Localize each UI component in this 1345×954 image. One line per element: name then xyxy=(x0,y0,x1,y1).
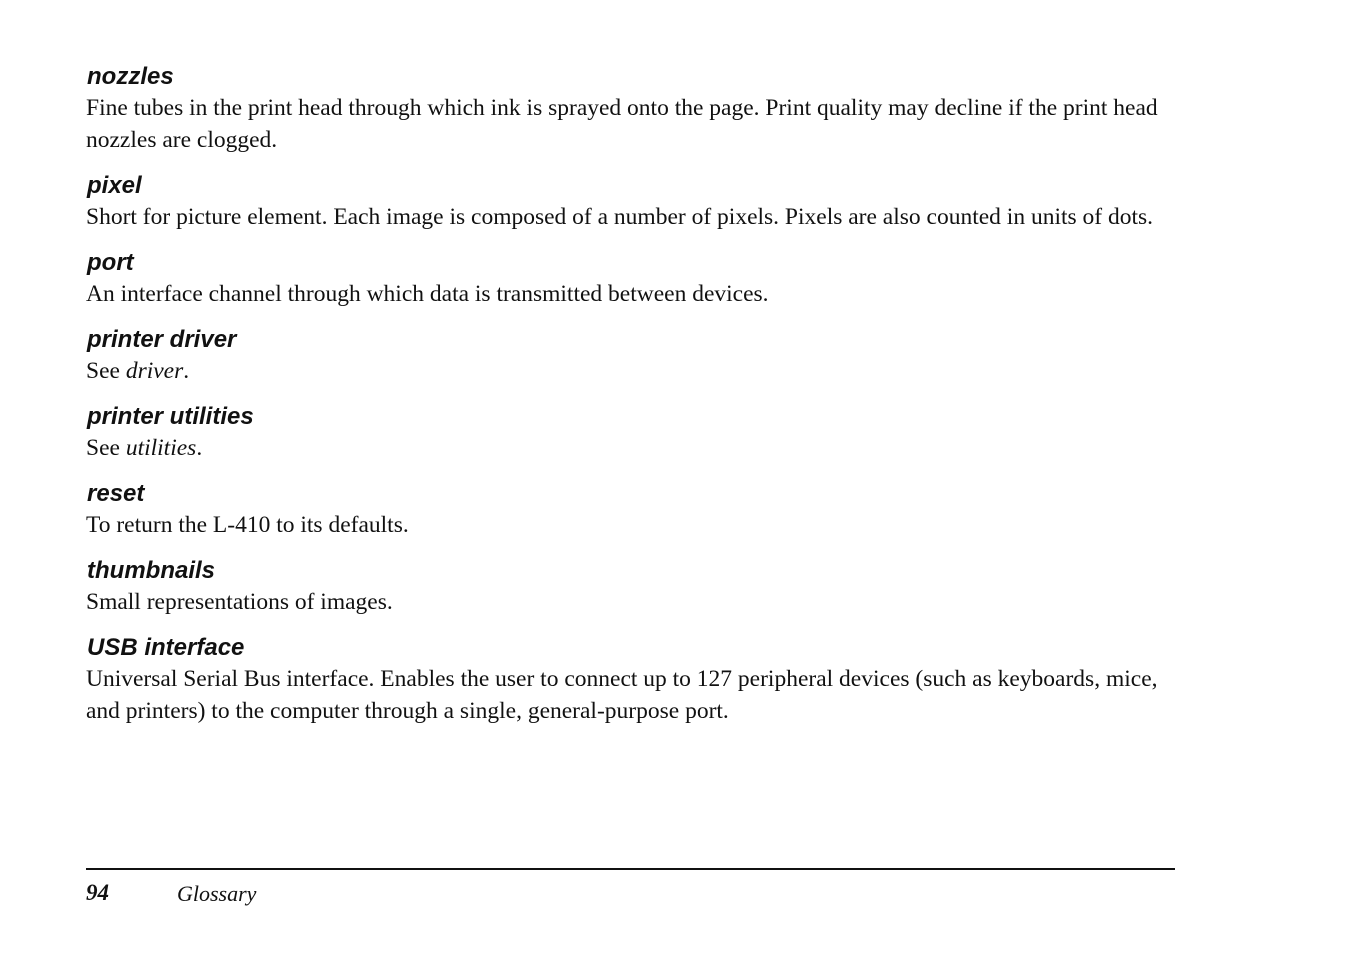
glossary-term: printer driver xyxy=(87,326,237,353)
glossary-entry-usb-interface xyxy=(86,633,1186,727)
glossary-entry-thumbnails xyxy=(86,556,1186,618)
glossary-entry-reset xyxy=(86,479,1186,541)
cross-reference-utilities: utilities xyxy=(125,435,197,461)
glossary-definition: To return the L-410 to its defaults. xyxy=(86,512,409,538)
glossary-definition: An interface channel through which data is transmitted between devices. xyxy=(86,281,769,307)
glossary-term: thumbnails xyxy=(87,557,216,584)
glossary-term: reset xyxy=(87,480,145,507)
glossary-entry-printer-utilities xyxy=(86,402,1186,464)
glossary-definition xyxy=(86,355,1186,387)
definition-prefix: See xyxy=(86,358,126,384)
cross-reference-driver: driver xyxy=(125,358,184,384)
footer-section-title: Glossary xyxy=(177,881,257,906)
page-number: 94 xyxy=(86,880,109,905)
definition-suffix: . xyxy=(183,358,190,384)
glossary-definition xyxy=(86,432,1186,464)
footer-divider xyxy=(86,868,1175,870)
glossary-term: pixel xyxy=(87,172,142,199)
glossary-entry-port xyxy=(86,248,1186,310)
glossary-definition: Small representations of images. xyxy=(86,589,393,615)
glossary-term: printer utilities xyxy=(87,403,254,430)
glossary-definition: Universal Serial Bus interface. Enables the user to connect up to 127 peripheral devices (such as keyboards, mice, and printers) to the computer through a single, general-purpose port. xyxy=(86,666,1158,724)
glossary-term: USB interface xyxy=(87,634,245,661)
glossary-entry-nozzles xyxy=(86,62,1186,156)
definition-prefix: See xyxy=(86,435,126,461)
glossary-term: nozzles xyxy=(87,63,174,90)
glossary-entry-pixel xyxy=(86,171,1186,233)
glossary-definition: Fine tubes in the print head through which ink is sprayed onto the page. Print quality may decline if the print head nozzles are clogged. xyxy=(86,95,1158,153)
definition-suffix: . xyxy=(196,435,203,461)
glossary-term: port xyxy=(87,249,134,276)
glossary-content xyxy=(86,62,1186,742)
glossary-entry-printer-driver xyxy=(86,325,1186,387)
glossary-definition: Short for picture element. Each image is composed of a number of pixels. Pixels are also counted in units of dots. xyxy=(86,204,1154,230)
